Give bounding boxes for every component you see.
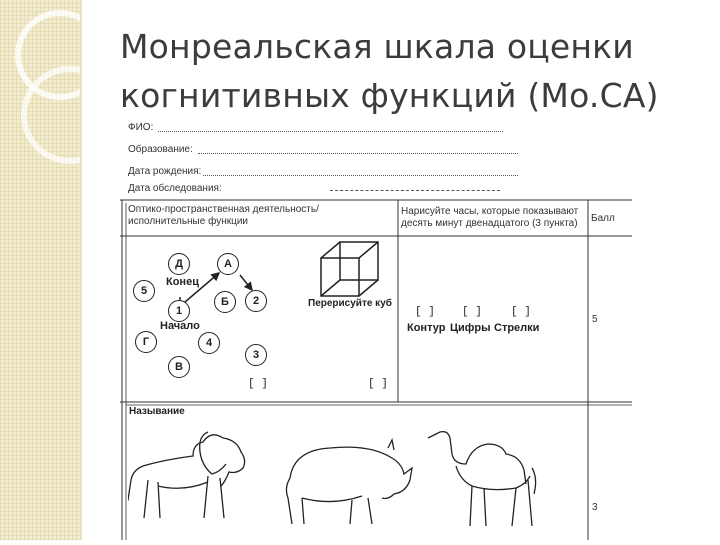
section1-score: 5 (592, 314, 598, 325)
trail-node-d: Д (168, 253, 190, 275)
birth-date-label: Дата рождения: (128, 166, 202, 177)
title-line-1: Монреальская шкала оценки (120, 27, 634, 66)
lion-icon (128, 420, 258, 530)
trail-node-b: Б (214, 291, 236, 313)
section2-header: Называние (129, 406, 185, 417)
trail-score-bracket: [ ] (248, 378, 268, 390)
trail-node-3: 3 (245, 344, 267, 366)
clock-hands-bracket: [ ] (511, 306, 531, 318)
rhino-icon (278, 436, 418, 530)
exam-date-label: Дата обследования: (128, 183, 222, 194)
trail-node-a: А (217, 253, 239, 275)
name-label: ФИО: (128, 122, 154, 133)
education-label: Образование: (128, 144, 193, 155)
camel-icon (420, 424, 545, 530)
clock-numbers-bracket: [ ] (462, 306, 482, 318)
trail-node-1: 1 (168, 300, 190, 322)
trail-node-2: 2 (245, 290, 267, 312)
clock-header: Нарисуйте часы, которые показывают десять минут двенадцатого (3 пункта) (401, 206, 579, 229)
trail-node-4: 4 (198, 332, 220, 354)
section1-header: Оптико-пространственная деятельность/ исполнительные функции (128, 204, 319, 227)
trail-start-label: Начало (160, 320, 200, 332)
cube-score-bracket: [ ] (368, 378, 388, 390)
section2-score: 3 (592, 502, 598, 513)
trail-node-g: Г (135, 331, 157, 353)
cube-caption: Перерисуйте куб (308, 298, 392, 309)
clock-contour-label: Контур (407, 322, 446, 334)
cube-figure (315, 238, 395, 300)
trail-node-5: 5 (133, 280, 155, 302)
score-header: Балл (591, 213, 615, 224)
clock-hands-label: Стрелки (494, 322, 540, 334)
clock-contour-bracket: [ ] (415, 306, 435, 318)
trail-end-label: Конец (166, 276, 199, 288)
clock-numbers-label: Цифры (450, 322, 491, 334)
title-line-2: когнитивных функций (Mo.CA) (120, 76, 659, 115)
trail-node-v: В (168, 356, 190, 378)
